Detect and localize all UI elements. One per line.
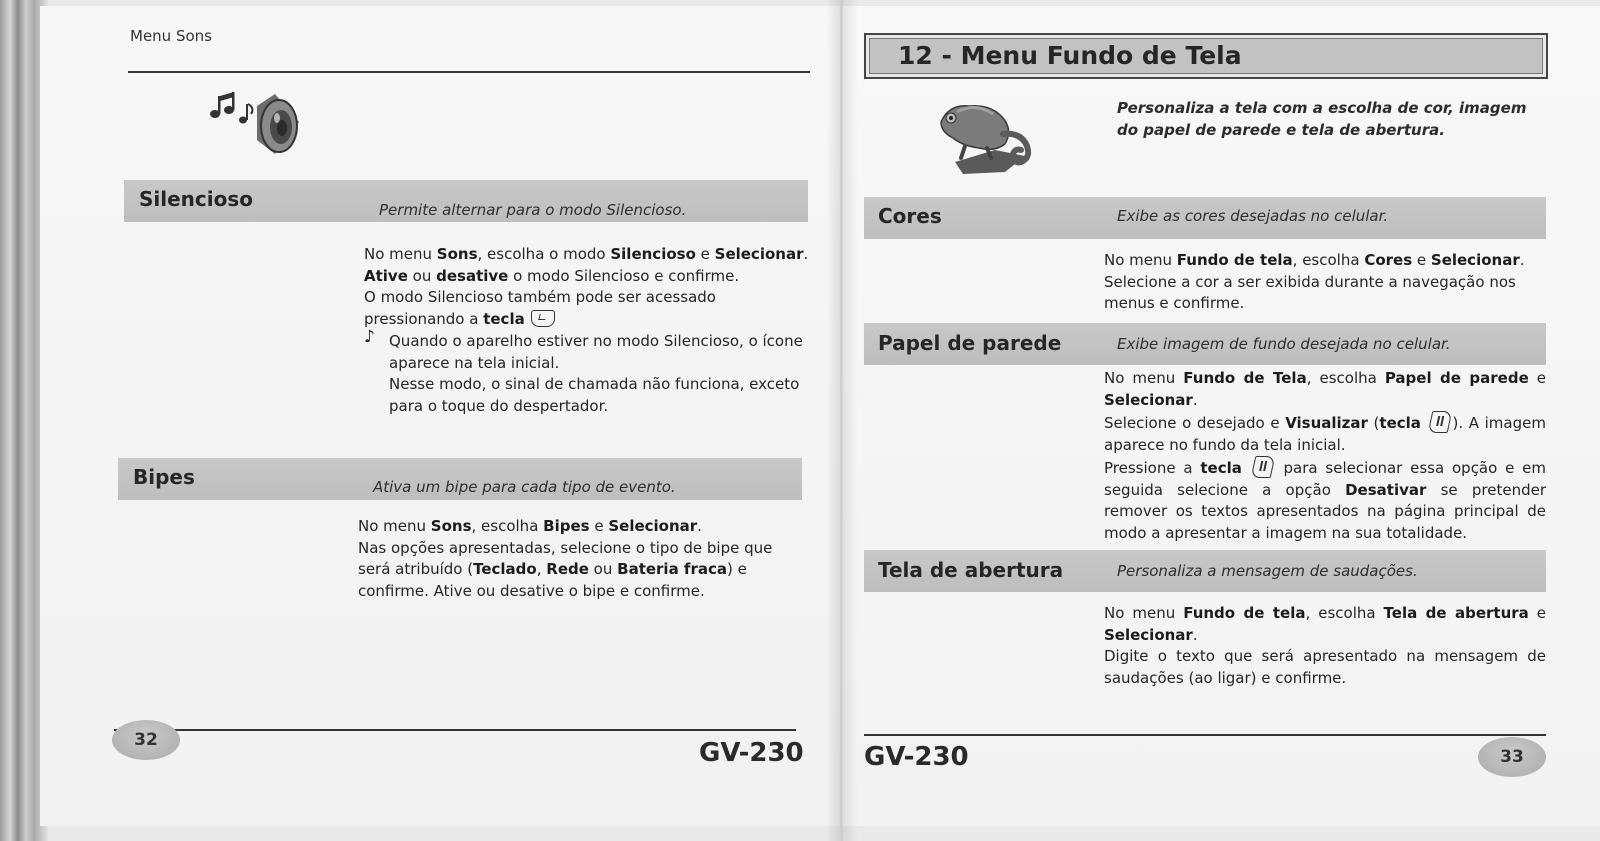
papel-body — [1104, 368, 1546, 544]
page-number-left: 32 — [112, 720, 180, 760]
header-rule — [128, 71, 810, 73]
model-name-left: GV-230 — [699, 738, 804, 768]
music-note-icon: ♪ — [364, 327, 375, 347]
section-title-tela: Tela de abertura — [878, 558, 1064, 582]
soft-key-icon — [1250, 456, 1275, 478]
footer-rule-left — [114, 729, 796, 731]
silent-key-icon — [531, 310, 555, 327]
chapter-title-box — [864, 33, 1548, 79]
chapter-title: 12 - Menu Fundo de Tela — [898, 41, 1242, 70]
body-line: Selecione a cor a ser exibida durante a navegação nos menus e confirme. — [1104, 272, 1516, 312]
body-line: No menu Sons, escolha o modo Silencioso e Selecionar. — [364, 245, 809, 263]
section-desc-cores: Exibe as cores desejadas no celular. — [1117, 207, 1389, 225]
section-desc-bipes: Ativa um bipe para cada tipo de evento. — [373, 478, 676, 496]
note-line: Quando o aparelho estiver no modo Silencioso, o ícone aparece na tela inicial. — [389, 332, 803, 372]
body-line: Selecione o desejado e Visualizar (tecla ). A imagem aparece no fundo da tela inicial. — [1104, 411, 1546, 456]
running-head: Menu Sons — [130, 27, 212, 45]
music-speaker-icon — [205, 88, 305, 158]
page-number-right: 33 — [1478, 737, 1546, 777]
body-line: No menu Fundo de tela, escolha Tela de abertura e Selecionar. — [1104, 604, 1546, 644]
chameleon-illustration — [935, 92, 1045, 174]
intro-text: Personaliza a tela com a escolha de cor, imagem do papel de parede e tela de abertura. — [1117, 99, 1527, 139]
body-line: Ative ou desative o modo Silencioso e confirme. — [364, 266, 740, 285]
chapter-intro — [1117, 98, 1532, 141]
section-desc-tela: Personaliza a mensagem de saudações. — [1117, 562, 1418, 580]
tela-body — [1104, 603, 1546, 689]
soft-key-icon — [1427, 411, 1452, 433]
body-line: Pressione a tecla para selecionar essa opção e em seguida selecione a opção Desativar se pretender remover os textos apresentados na página principal de modo a apresentar a imagem na sua totalidade. — [1104, 456, 1546, 544]
section-title-bipes: Bipes — [133, 465, 195, 489]
footer-rule-right — [864, 734, 1546, 736]
body-line: No menu Sons, escolha Bipes e Selecionar. — [358, 517, 702, 535]
section-desc-silencioso: Permite alternar para o modo Silencioso. — [379, 201, 687, 219]
cores-body — [1104, 250, 1546, 315]
section-title-papel: Papel de parede — [878, 331, 1062, 355]
body-line: Nas opções apresentadas, selecione o tipo de bipe que será atribuído (Teclado, Rede ou Bateria fraca) e confirme. Ative ou desative o bipe e confirme. — [358, 538, 773, 600]
body-line: No menu Fundo de tela, escolha Cores e Selecionar. — [1104, 251, 1525, 269]
body-line: No menu Fundo de Tela, escolha Papel de parede e Selecionar. — [1104, 369, 1547, 409]
section-title-cores: Cores — [878, 204, 942, 228]
body-line: O modo Silencioso também pode ser acessado pressionando a tecla — [364, 288, 716, 328]
section-title-silencioso: Silencioso — [139, 187, 254, 211]
bipes-body — [358, 516, 803, 602]
model-name-right: GV-230 — [864, 742, 969, 772]
page-gutter — [826, 0, 858, 841]
section-desc-papel: Exibe imagem de fundo desejada no celular. — [1117, 335, 1451, 353]
silencioso-note — [389, 331, 807, 417]
body-line: Digite o texto que será apresentado na mensagem de saudações (ao ligar) e confirme. — [1104, 647, 1546, 687]
silencioso-body — [364, 244, 809, 330]
note-line: Nesse modo, o sinal de chamada não funciona, exceto para o toque do despertador. — [389, 375, 800, 415]
